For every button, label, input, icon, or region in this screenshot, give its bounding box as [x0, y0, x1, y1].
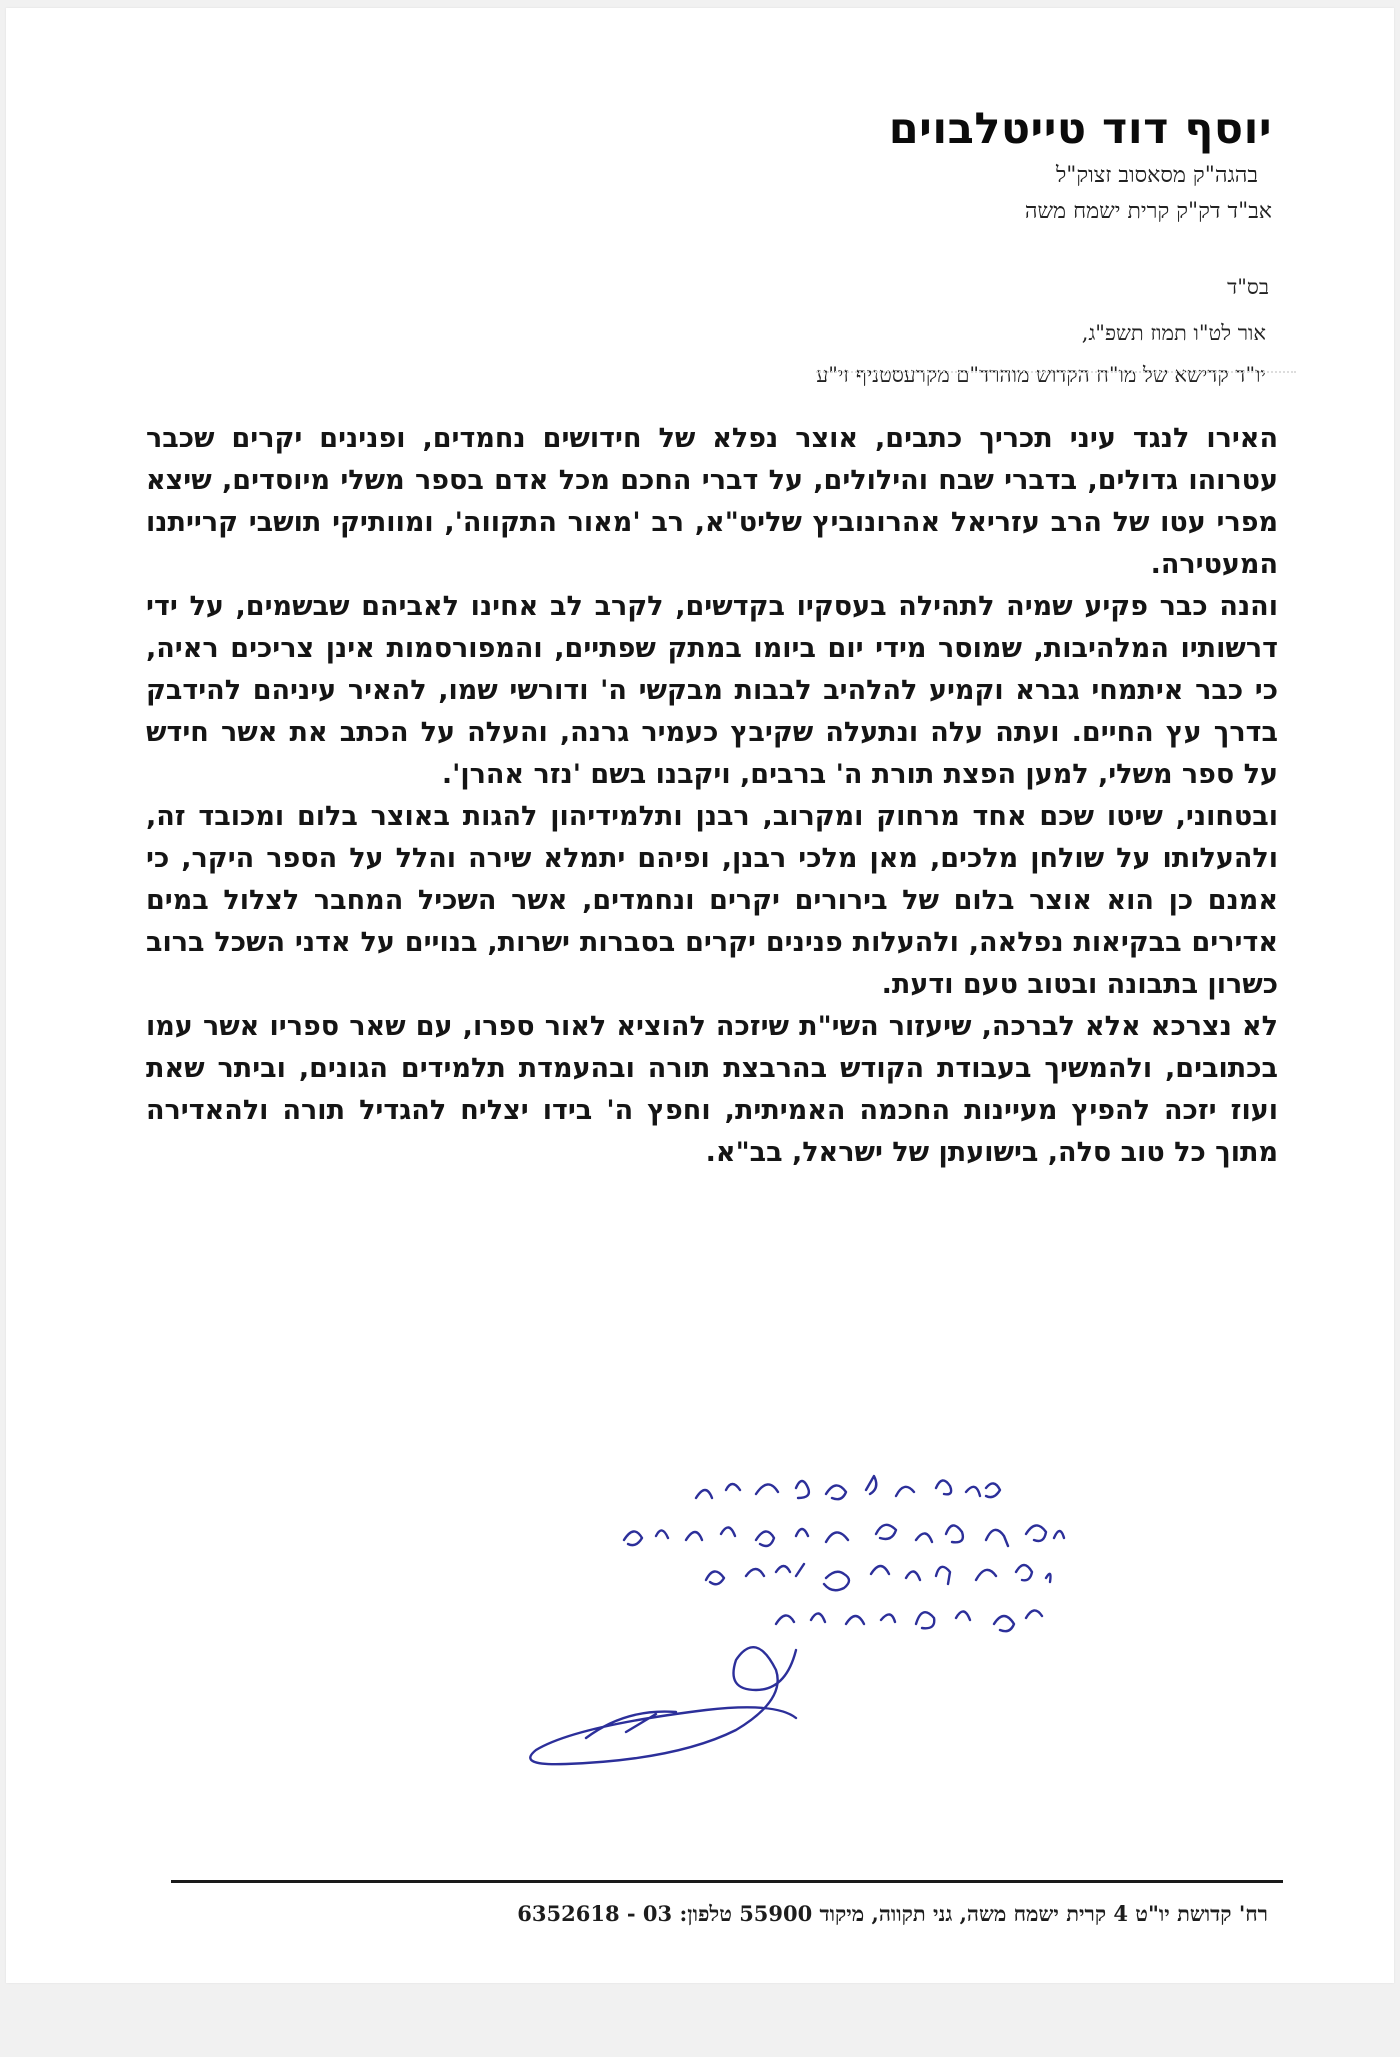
paragraph: האירו לנגד עיני תכריך כתבים, אוצר נפלא של חידושים נחמדים, ופנינים יקרים שכבר עטרוהו גדולים, בדברי שבח והילולים, על דברי החכם מכל אדם בספר משלי מיוסדים, שיצא מפרי עטו של הרב עזריאל אהרונוביץ שליט"א, רב 'מאור התקווה', ומוותיקי תושבי קרייתנו המעטירה.: [146, 423, 1278, 580]
dotted-divider: [816, 371, 1296, 373]
letterhead-name: יוסף דוד טייטלבוים: [888, 104, 1272, 154]
footer-divider: [171, 1880, 1283, 1883]
occasion-line: יו"ד קדישא של מו"ח הקדוש מוהרד"ם מקרעסטניף זי"ע: [816, 363, 1266, 387]
letter-page: [6, 8, 1394, 1983]
bsd-heading: בס"ד: [1227, 275, 1269, 299]
date-line: אור לט"ו תמוז תשפ"ג,: [1081, 321, 1266, 345]
handwritten-signature: [326, 1468, 1086, 1768]
footer-address: רח' קדושת יו"ט 4 קרית ישמח משה, גני תקווה, מיקוד 55900 טלפון: 03 - 6352618: [517, 1901, 1268, 1926]
letterhead-lineage: בהגה"ק מסאסוב זצוק"ל: [1055, 163, 1258, 188]
letter-body: [146, 418, 1278, 1174]
letterhead-title: אב"ד דק"ק קרית ישמח משה: [1024, 199, 1272, 224]
letterhead: [889, 100, 1272, 230]
paragraph: והנה כבר פקיע שמיה לתהילה בעסקיו בקדשים, לקרב לב אחינו לאביהם שבשמים, על ידי דרשותיו המלהיבות, שמוסר מידי יום ביומו במתק שפתיים, והמפורסמות אינן צריכים ראיה, כי כבר איתמחי גברא וקמיע להלהיב לבבות מבקשי ה' ודורשי שמו, להאיר עיניהם להידבק בדרך עץ החיים. ועתה עלה ונתעלה שקיבץ כעמיר גרנה, והעלה על הכתב את אשר חידש על ספר משלי, למען הפצת תורת ה' ברבים, ויקבנו בשם 'נזר אהרן'.: [146, 591, 1278, 790]
signature-drawing: [326, 1468, 1086, 1768]
date-block: [816, 312, 1266, 396]
paragraph: ובטחוני, שיטו שכם אחד מרחוק ומקרוב, רבנן ותלמידיהון להגות באוצר בלום ומכובד זה, ולהעלותו על שולחן מלכים, מאן מלכי רבנן, ופיהם יתמלא שירה והלל על הספר היקר, כי אמנם כן הוא אוצר בלום של בירורים יקרים ונחמדים, אשר השכיל המחבר לצלול במים אדירים בבקיאות נפלאה, ולהעלות פנינים יקרים בסברות ישרות, בנויים על אדני השכל ברוב כשרון בתבונה ובטוב טעם ודעת.: [146, 801, 1278, 1000]
paragraph: לא נצרכא אלא לברכה, שיעזור השי"ת שיזכה להוציא לאור ספרו, עם שאר ספריו אשר עמו בכתובים, ולהמשיך בעבודת הקודש בהרבצת תורה ובהעמדת תלמידים הגונים, וביתר שאת ועוז יזכה להפיץ מעיינות החכמה האמיתית, וחפץ ה' בידו יצליח להגדיל תורה ולהאדירה מתוך כל טוב סלה, בישועתן של ישראל, בב"א.: [146, 1011, 1278, 1168]
